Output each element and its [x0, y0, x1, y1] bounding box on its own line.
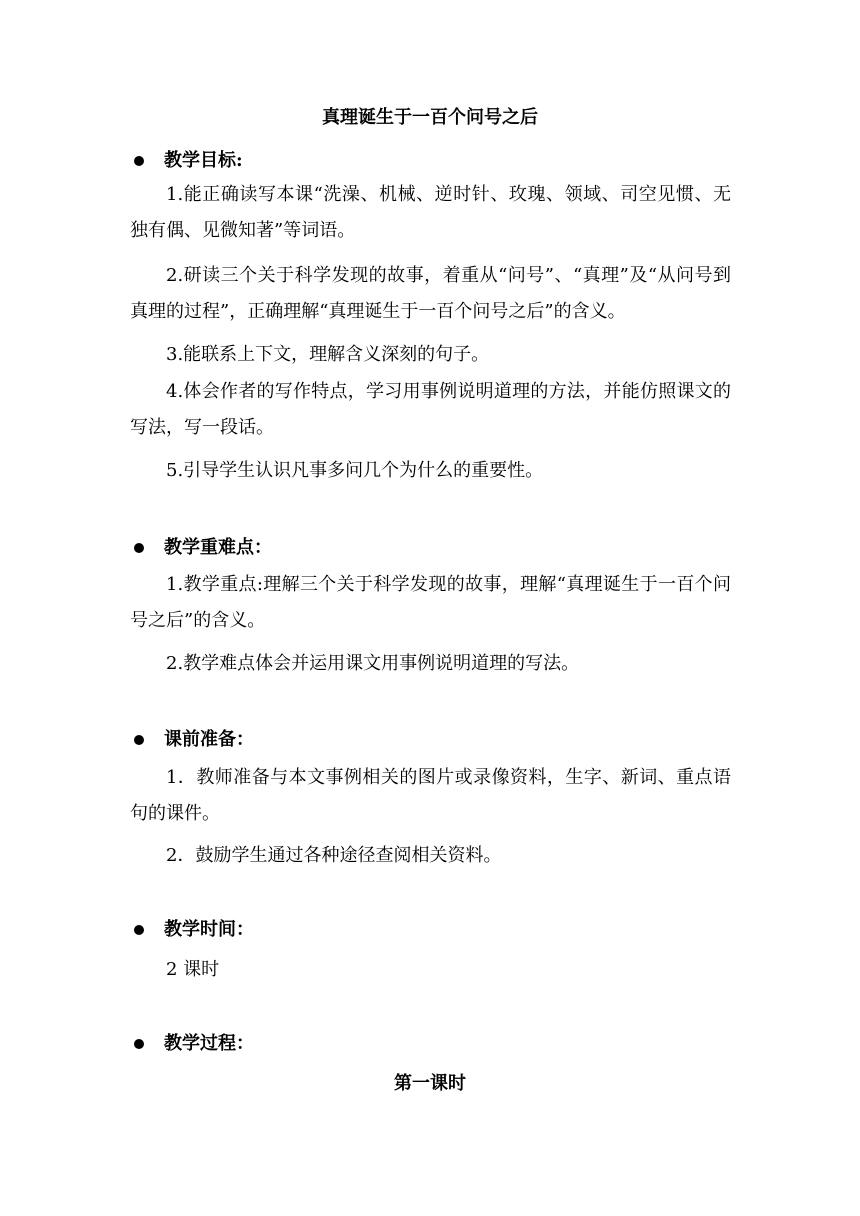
goal-item-2: 2.研读三个关于科学发现的故事，着重从“问号”、“真理”及“从问号到真理的过程”，正确理解“真理诞生于一百个问号之后”的含义。	[130, 265, 731, 322]
key-point-item-2: 2.教学难点体会并运用课文用事例说明道理的写法。	[166, 653, 580, 674]
heading-text: 教学时间：	[164, 919, 254, 940]
bullet-icon	[134, 1039, 144, 1049]
key-point-item-1: 1.教学重点:理解三个关于科学发现的故事，理解“真理诞生于一百个问号之后”的含义。	[130, 574, 731, 631]
document-title: 真理诞生于一百个问号之后	[322, 107, 538, 128]
goal-item-3: 3.能联系上下文，理解含义深刻的句子。	[166, 344, 490, 365]
heading-text: 教学目标:	[164, 150, 243, 171]
section-heading-key-points	[132, 530, 272, 566]
section-heading-process	[132, 1026, 254, 1062]
preparation-item-1: 1．教师准备与本文事例相关的图片或录像资料，生字、新词、重点语句的课件。	[130, 767, 731, 824]
goal-item-4: 4.体会作者的写作特点，学习用事例说明道理的方法，并能仿照课文的写法，写一段话。	[130, 381, 731, 438]
section-heading-preparation	[132, 722, 254, 758]
section-heading-goals	[132, 143, 243, 179]
time-value: 2 课时	[166, 959, 220, 980]
bullet-icon	[134, 543, 144, 553]
heading-text: 教学重难点：	[164, 537, 272, 558]
bullet-icon	[134, 156, 144, 166]
lesson-title: 第一课时	[394, 1073, 466, 1094]
heading-text: 课前准备：	[164, 729, 254, 750]
section-heading-time	[132, 912, 254, 948]
preparation-item-2: 2．鼓励学生通过各种途径查阅相关资料。	[166, 845, 502, 866]
goal-item-1: 1.能正确读写本课“洗澡、机械、逆时针、玫瑰、领域、司空见惯、无独有偶、见微知著”等词语。	[130, 184, 731, 241]
bullet-icon	[134, 735, 144, 745]
heading-text: 教学过程：	[164, 1033, 254, 1054]
goal-item-5: 5.引导学生认识凡事多问几个为什么的重要性。	[166, 460, 544, 481]
bullet-icon	[134, 925, 144, 935]
